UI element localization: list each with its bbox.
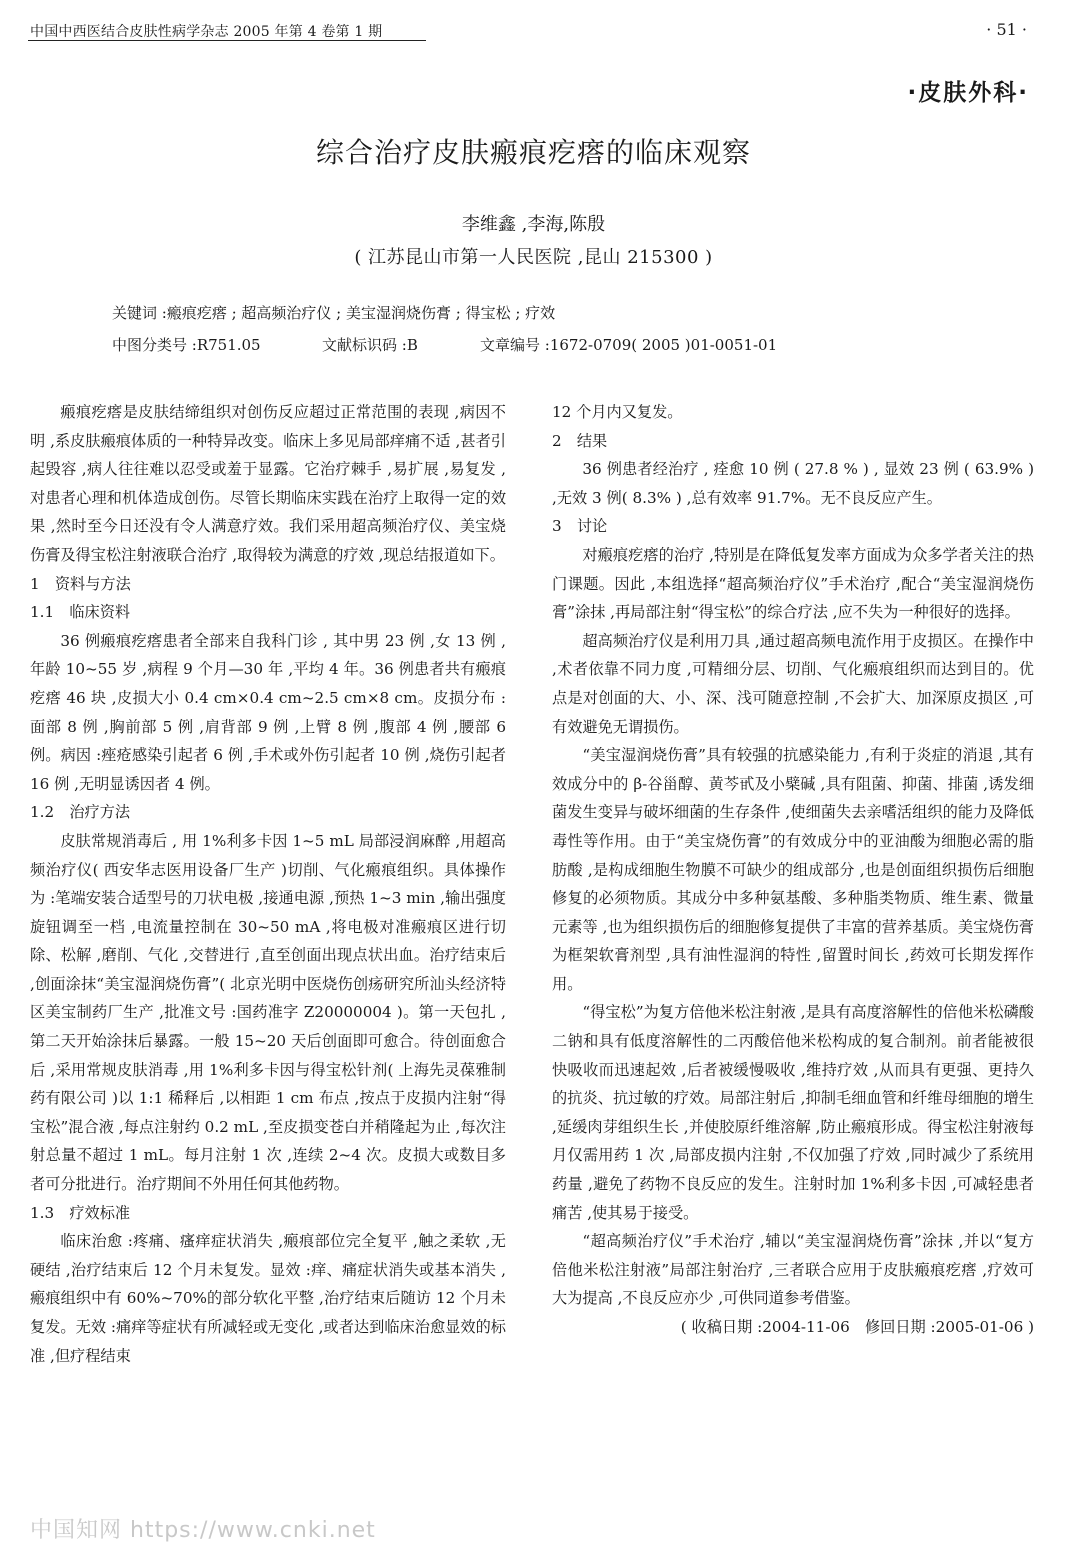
body-paragraph: “超高频治疗仪”手术治疗 ,辅以“美宝湿润烧伤膏”涂抹 ,并以“复方倍他米松注射液”局部注射治疗 ,三者联合应用于皮肤瘢痕疙瘩 ,疗效可大为提高 ,不良反应亦少 ,可供同道参考借鉴。: [552, 1232, 1034, 1308]
body-paragraph: “得宝松”为复方倍他米松注射液 ,是具有高度溶解性的倍他米松磷酸二钠和具有低度溶解性的二丙酸倍他米松构成的复合制剂。前者能被很快吸收而迅速起效 ,后者被缓慢吸收 ,维持疗效 ,从而具有更强、更持久的抗炎、抗过敏的疗效。局部注射后 ,抑制毛细血管和纤维母细胞的增生 ,延缓肉芽组织生长 ,并使胶原纤维溶解 ,防止瘢痕形成。得宝松注射液每月仅需用药 1 次 ,局部皮损内注射 ,不仅加强了疗效 ,同时减少了系统用药量 ,避免了药物不良反应的发生。注射时加 1%利多卡因 ,可减轻患者痛苦 ,使其易于接受。: [552, 1003, 1034, 1222]
section-heading: 3 讨论: [552, 517, 608, 536]
document-code: 文献标识码 :B: [322, 336, 418, 354]
body-paragraph: 瘢痕疙瘩是皮肤结缔组织对创伤反应超过正常范围的表现 ,病因不明 ,系皮肤瘢痕体质的一种特异改变。临床上多见局部痒痛不适 ,甚者引起毁容 ,病人往往难以忍受或羞于显露。它治疗棘手 ,易扩展 ,易复发 ,对患者心理和机体造成创伤。尽管长期临床实践在治疗上取得一定的效果 ,然时至今日还没有令人满意疗效。我们采用超高频治疗仪、美宝烧伤膏及得宝松注射液联合治疗 ,取得较为满意的疗效 ,现总结报道如下。: [30, 403, 506, 564]
page-number: · 51 ·: [986, 20, 1027, 39]
authors: 李维鑫 ,李海,陈殷: [461, 214, 606, 235]
classification-line: [112, 334, 777, 355]
watermark: 中国知网 https://www.cnki.net: [30, 1518, 376, 1543]
body-paragraph: 临床治愈 :疼痛、瘙痒症状消失 ,瘢痕部位完全复平 ,触之柔软 ,无硬结 ,治疗结束后 12 个月未复发。显效 :痒、痛症状消失或基本消失 , 瘢痕组织中有 60%~70%的部分软化平整 ,治疗结束后随访 12 个月未复发。无效 :痛痒等症状有所减轻或无变化 ,或者达到临床治愈显效的标准 ,但疗程结束: [30, 1232, 506, 1365]
body-paragraph: 12 个月内又复发。: [552, 403, 683, 421]
section-tag: ·皮肤外科·: [907, 80, 1029, 106]
right-column: [552, 398, 1034, 1342]
section-heading: 1 资料与方法: [30, 574, 131, 593]
section-heading: 1.1 临床资料: [30, 603, 131, 622]
body-paragraph: 超高频治疗仪是利用刀具 ,通过超高频电流作用于皮损区。在操作中 ,术者依靠不同力度 ,可精细分层、切削、气化瘢痕组织而达到目的。优点是对创面的大、小、深、浅可随意控制 ,不会扩大、加深原皮损区 ,可有效避免无谓损伤。: [552, 631, 1034, 736]
section-heading: 2 结果: [552, 431, 608, 450]
body-paragraph: 36 例瘢痕疙瘩患者全部来自我科门诊 , 其中男 23 例 ,女 13 例 ,年龄 10~55 岁 ,病程 9 个月—30 年 ,平均 4 年。36 例患者共有瘢痕疙瘩 46 块 ,皮损大小 0.4 cm×0.4 cm~2.5 cm×8 cm。皮损分布 :面部 8 例 ,胸前部 5 例 ,肩背部 9 例 ,上臂 8 例 ,腹部 4 例 ,腰部 6 例。病因 :痤疮感染引起者 6 例 ,手术或外伤引起者 10 例 ,烧伤引起者 16 例 ,无明显诱因者 4 例。: [30, 631, 506, 793]
left-column: [30, 398, 506, 1370]
classification-number: 中图分类号 :R751.05: [112, 336, 261, 354]
body-paragraph: 皮肤常规消毒后 , 用 1%利多卡因 1~5 mL 局部浸润麻醉 ,用超高频治疗仪( 西安华志医用设备厂生产 )切削、气化瘢痕组织。具体操作为 :笔端安装合适型号的刀状电极 ,接通电源 ,预热 1~3 min ,输出强度旋钮调至一档 ,电流量控制在 30~50 mA ,将电极对准瘢痕区进行切除、松解 ,磨削、气化 ,交替进行 ,直至创面出现点状出血。治疗结束后 ,创面涂抹“美宝湿润烧伤膏”( 北京光明中医烧伤创疡研究所汕头经济特区美宝制药厂生产 ,批准文号 :国药准字 Z20000004 )。第一天包扎 ,第二天开始涂抹后暴露。一般 15~20 天后创面即可愈合。待创面愈合后 ,采用常规皮肤消毒 ,用 1%利多卡因与得宝松针剂( 上海先灵葆雅制药有限公司 )以 1:1 稀释后 ,以相距 1 cm 布点 ,按点于皮损内注射“得宝松”混合液 ,每点注射约 0.2 mL ,至皮损变苍白并稍隆起为止 ,每次注射总量不超过 1 mL。每月注射 1 次 ,连续 2~4 次。皮损大或数目多者可分批进行。治疗期间不外用任何其他药物。: [30, 831, 506, 1194]
section-heading: 1.3 疗效标准: [30, 1203, 131, 1222]
received-dates: ( 收稿日期 :2004-11-06 修回日期 :2005-01-06 ): [680, 1318, 1034, 1336]
body-paragraph: 36 例患者经治疗 , 痊愈 10 例 ( 27.8 % ) , 显效 23 例 ( 63.9% ) ,无效 3 例( 8.3% ) ,总有效率 91.7%。无不良反应产生。: [552, 460, 1034, 507]
body-paragraph: “美宝湿润烧伤膏”具有较强的抗感染能力 ,有利于炎症的消退 ,其有效成分中的 β-谷甾醇、黄芩甙及小檗碱 ,具有阻菌、抑菌、排菌 ,诱发细菌发生变异与破坏细菌的生存条件 ,使细菌失去亲嗜活组织的能力及降低毒性等作用。由于“美宝烧伤膏”的有效成分中的亚油酸为细胞必需的脂肪酸 ,是构成细胞生物膜不可缺少的组成部分 ,也是创面组织损伤后细胞修复的必须物质。其成分中多种氨基酸、多种脂类物质、维生素、微量元素等 ,也为组织损伤后的细胞修复提供了丰富的营养基质。美宝烧伤膏为框架软膏剂型 ,具有油性湿润的特性 ,留置时间长 ,药效可长期发挥作用。: [552, 746, 1034, 993]
journal-header: 中国中西医结合皮肤性病学杂志 2005 年第 4 卷第 1 期: [30, 24, 383, 40]
keywords: 关键词 :瘢痕疙瘩 ; 超高频治疗仪 ; 美宝湿润烧伤膏 ; 得宝松 ; 疗效: [112, 304, 556, 322]
body-paragraph: 对瘢痕疙瘩的治疗 ,特别是在降低复发率方面成为众多学者关注的热门课题。因此 ,本组选择“超高频治疗仪”手术治疗 ,配合“美宝湿润烧伤膏”涂抹 ,再局部注射“得宝松”的综合疗法 ,应不失为一种很好的选择。: [552, 545, 1034, 622]
affiliation: ( 江苏昆山市第一人民医院 ,昆山 215300 ): [354, 247, 713, 268]
section-heading: 1.2 治疗方法: [30, 803, 131, 822]
header-rule: [28, 40, 426, 41]
article-number: 文章编号 :1672-0709( 2005 )01-0051-01: [480, 336, 778, 354]
article-title: 综合治疗皮肤瘢痕疙瘩的临床观察: [315, 136, 751, 169]
